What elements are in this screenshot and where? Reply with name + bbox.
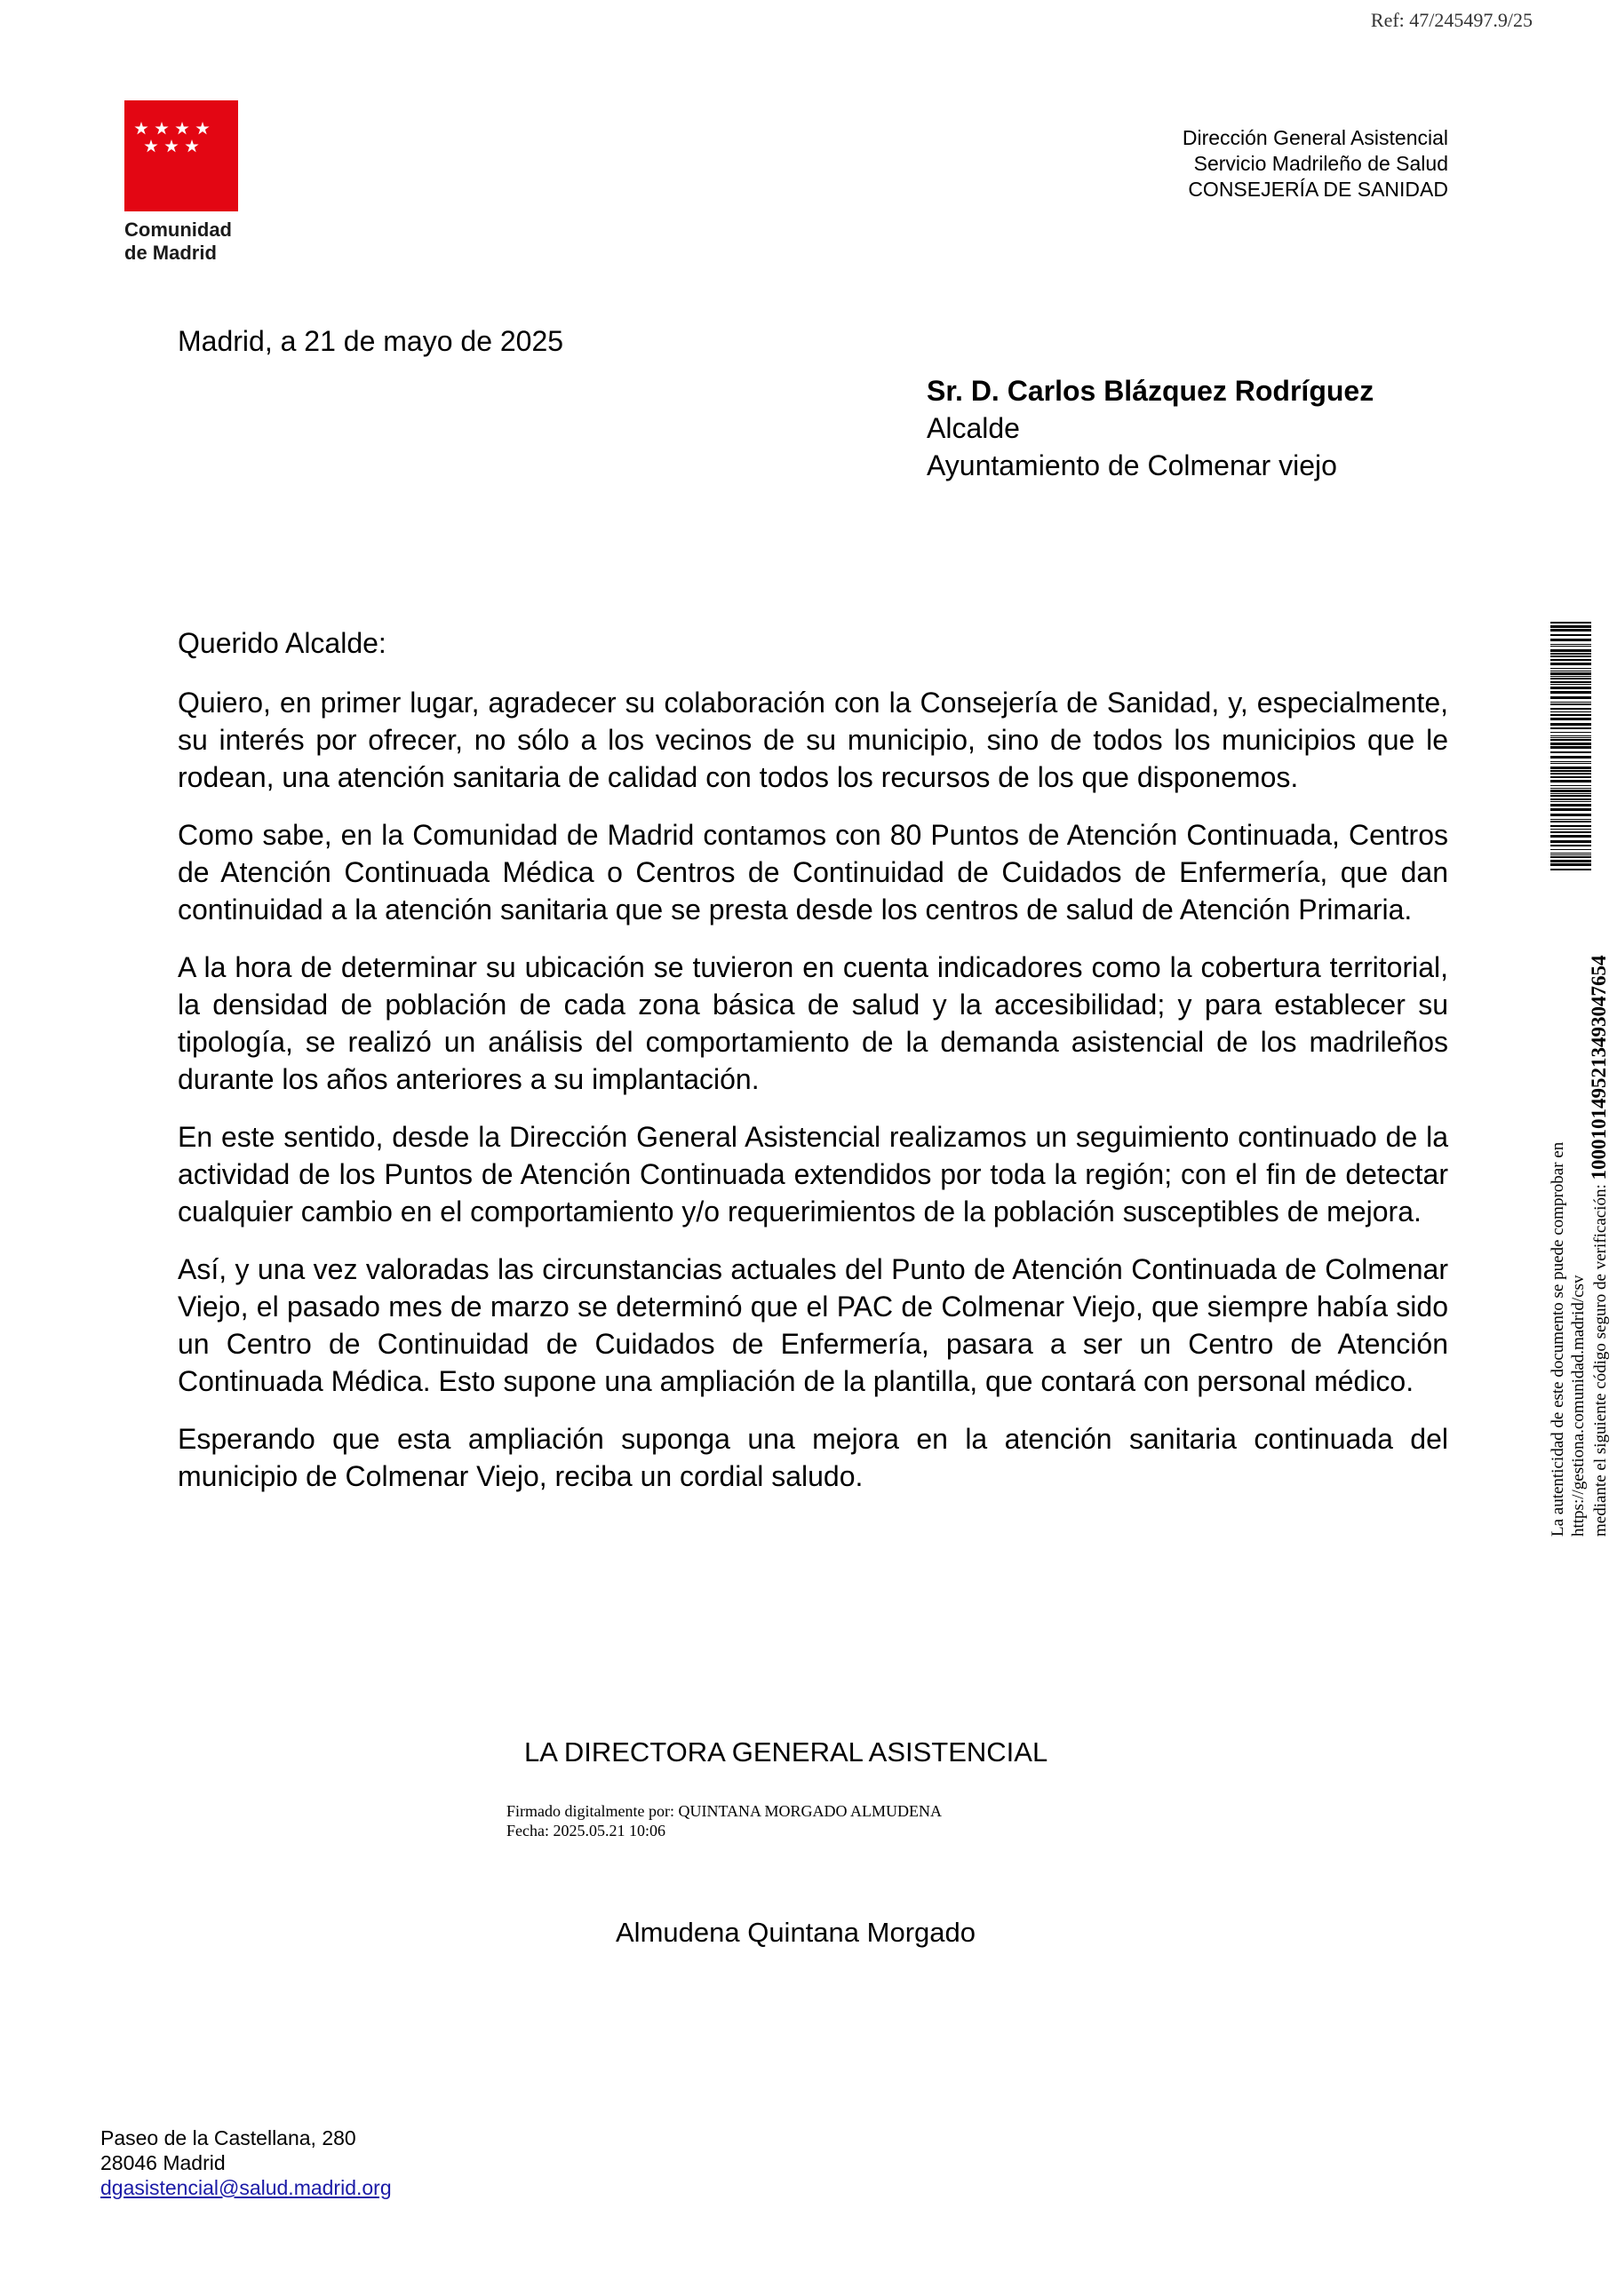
verification-line-2: https://gestiona.comunidad.madrid/csv — [1569, 1275, 1588, 1537]
footer-email-link[interactable]: dgasistencial@salud.madrid.org — [100, 2176, 392, 2199]
sender-header — [1183, 125, 1448, 203]
barcode-bar — [1550, 691, 1591, 694]
barcode-bar — [1550, 735, 1591, 736]
barcode-bar — [1550, 644, 1591, 645]
barcode-bar — [1550, 708, 1591, 710]
barcode-bar — [1550, 655, 1591, 657]
recipient-org: Ayuntamiento de Colmenar viejo — [927, 449, 1337, 481]
salutation: Querido Alcalde: — [178, 627, 386, 659]
letter-date: Madrid, a 21 de mayo de 2025 — [178, 325, 564, 357]
paragraph: Quiero, en primer lugar, agradecer su colaboración con la Consejería de Sanidad, y, especialmente, su interés por ofrecer, no sólo a los vecinos de su municipio, sino de todos los municipios que le rodean, una atención sanitaria de calidad con todos los recursos de los que disponemos. — [178, 687, 1448, 793]
stars-icon — [124, 100, 238, 211]
logo-text — [124, 218, 232, 265]
barcode-bar — [1550, 714, 1591, 716]
logo-line-1: Comunidad — [124, 218, 232, 241]
paragraph: Así, y una vez valoradas las circunstancias actuales del Punto de Atención Continuada de Colmenar Viejo, el pasado mes de marzo se determinó que el PAC de Colmenar Viejo, que siempre había sido un Centro de Continuidad de Cuidados de Enfermería, pasara a ser un Centro de Atención Continuada Médica. Esto supone una ampliación de la plantilla, que contará con personal médico. — [178, 1253, 1448, 1397]
barcode-bar — [1550, 751, 1591, 753]
barcode-bar — [1550, 678, 1591, 679]
verification-line-3 — [1589, 755, 1611, 1537]
star-icon — [134, 122, 147, 134]
logo-line-2: de Madrid — [124, 242, 217, 264]
barcode-bar — [1550, 634, 1591, 636]
barcode-bar — [1550, 676, 1591, 677]
verification-line-1: La autenticidad de este documento se puede comprobar en — [1549, 1141, 1567, 1537]
footer-address — [100, 2125, 392, 2200]
star-icon — [164, 139, 178, 152]
barcode-bar — [1550, 739, 1591, 741]
recipient-block — [927, 372, 1374, 484]
barcode-bar — [1550, 696, 1591, 699]
comunidad-madrid-logo — [124, 100, 238, 211]
recipient-role: Alcalde — [927, 412, 1020, 444]
barcode-bar — [1550, 718, 1591, 720]
paragraph: Esperando que esta ampliación suponga una mejora en la atención sanitaria continuada del municipio de Colmenar Viejo, reciba un cordial saludo. — [178, 1423, 1448, 1492]
footer-address-line-2: 28046 Madrid — [100, 2151, 226, 2174]
barcode-bar — [1550, 663, 1591, 665]
barcode-bar — [1550, 629, 1591, 632]
barcode-bar — [1550, 702, 1591, 703]
barcode-bar — [1550, 681, 1591, 683]
signature-date: Fecha: 2025.05.21 10:06 — [506, 1822, 665, 1839]
paragraph: Como sabe, en la Comunidad de Madrid contamos con 80 Puntos de Atención Continuada, Centros de Atención Continuada Médica o Centros de Continuidad de Cuidados de Enfermería, que dan continuidad a la atención sanitaria que se presta desde los centros de salud de Atención Primaria. — [178, 819, 1448, 926]
barcode-bar — [1550, 622, 1591, 624]
barcode-bar — [1550, 649, 1591, 652]
star-icon — [144, 139, 157, 152]
barcode-bar — [1550, 684, 1591, 685]
star-icon — [175, 122, 188, 134]
header-line-2: Servicio Madrileño de Salud — [1193, 152, 1448, 175]
digital-signature-stamp — [506, 1801, 942, 1840]
verification-label: mediante el siguiente código seguro de verificación: — [1591, 1184, 1610, 1537]
verification-notice — [1548, 755, 1611, 1537]
barcode-bar — [1550, 723, 1591, 726]
barcode-bar — [1550, 727, 1591, 729]
paragraph: A la hora de determinar su ubicación se tuvieron en cuenta indicadores como la cobertura territorial, la densidad de población de cada zona básica de salud y la accesibilidad; y para establecer su tipología, se realizó un análisis del comportamiento de la demanda asistencial de los madrileños durante los años anteriores a su implantación. — [178, 951, 1448, 1095]
footer-address-line-1: Paseo de la Castellana, 280 — [100, 2126, 356, 2149]
header-line-3: CONSEJERÍA DE SANIDAD — [1188, 178, 1448, 201]
barcode-bar — [1550, 746, 1591, 749]
star-icon — [155, 122, 168, 134]
verification-code: 1000101495213493047654 — [1588, 955, 1610, 1180]
barcode-bar — [1550, 625, 1591, 628]
recipient-name: Sr. D. Carlos Blázquez Rodríguez — [927, 375, 1374, 407]
barcode-bar — [1550, 743, 1591, 745]
barcode-bar — [1550, 732, 1591, 733]
letter-body — [178, 684, 1448, 1515]
document-reference: Ref: 47/245497.9/25 — [1370, 9, 1533, 31]
barcode-bar — [1550, 737, 1591, 738]
signed-by: Firmado digitalmente por: QUINTANA MORGADO ALMUDENA — [506, 1802, 943, 1820]
barcode-bar — [1550, 646, 1591, 647]
barcode-bar — [1550, 711, 1591, 712]
star-icon — [195, 122, 209, 134]
barcode-bar — [1550, 672, 1591, 675]
paragraph: En este sentido, desde la Dirección General Asistencial realizamos un seguimiento continuado de la actividad de los Puntos de Atención Continuada extendidos por toda la región; con el fin de detectar cualquier cambio en el comportamiento y/o requerimientos de la población susceptibles de mejora. — [178, 1121, 1448, 1227]
barcode-bar — [1550, 703, 1591, 705]
barcode-bar — [1550, 659, 1591, 661]
header-line-1: Dirección General Asistencial — [1182, 126, 1448, 149]
barcode-bar — [1550, 668, 1591, 669]
signature-title: LA DIRECTORA GENERAL ASISTENCIAL — [524, 1736, 1048, 1768]
signer-name: Almudena Quintana Morgado — [616, 1917, 976, 1948]
barcode-bar — [1550, 639, 1591, 641]
star-icon — [185, 139, 198, 152]
barcode-bar — [1550, 653, 1591, 655]
barcode-bar — [1550, 687, 1591, 689]
